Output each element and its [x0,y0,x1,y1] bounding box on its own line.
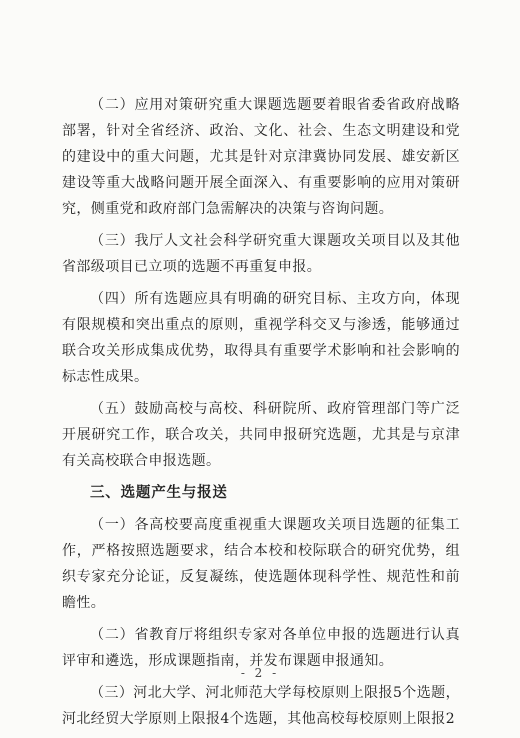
section-heading: 三、选题产生与报送 [90,485,228,501]
paragraph-applied-research: （二）应用对策研究重大课题选题要着眼省委省政府战略部署，针对全省经济、政治、文化、社会、生态文明建设和党的建设中的重大问题，尤其是针对京津冀协同发展、雄安新区建设等重大战略问题开展全面深入、有重要影响的应用对策研究，侧重党和政府部门急需解决的决策与咨询问题。 [62,97,460,217]
paragraph-quota: （三）河北大学、河北师范大学每校原则上限报5个选题，河北经贸大学原则上限报4个选题，其他高校每校原则上限报2 [62,685,460,727]
paragraph-research-goals: （四）所有选题应具有明确的研究目标、主攻方向，体现有限规模和突出重点的原则，重视学科交叉与渗透，能够通过联合攻关形成集成优势，取得具有重要学术影响和社会影响的标志性成果。 [62,291,460,385]
paragraph-collaboration: （五）鼓励高校与高校、科研院所、政府管理部门等广泛开展研究工作，联合攻关，共同申报研究选题，尤其是与京津有关高校联合申报选题。 [62,401,460,469]
page-number: - 2 - [240,666,280,680]
paragraph-expert-review: （二）省教育厅将组织专家对各单位申报的选题进行认真评审和遴选，形成课题指南，并发布课题申报通知。 [62,627,460,669]
document-body [62,92,460,738]
paragraph-no-duplicate: （三）我厅人文社会科学研究重大课题攻关项目以及其他省部级项目已立项的选题不再重复申报。 [62,233,460,275]
paragraph-topic-collection: （一）各高校要高度重视重大课题攻关项目选题的征集工作，严格按照选题要求，结合本校和校际联合的研究优势，组织专家充分论证，反复凝练，使选题体现科学性、规范性和前瞻性。 [62,517,460,611]
